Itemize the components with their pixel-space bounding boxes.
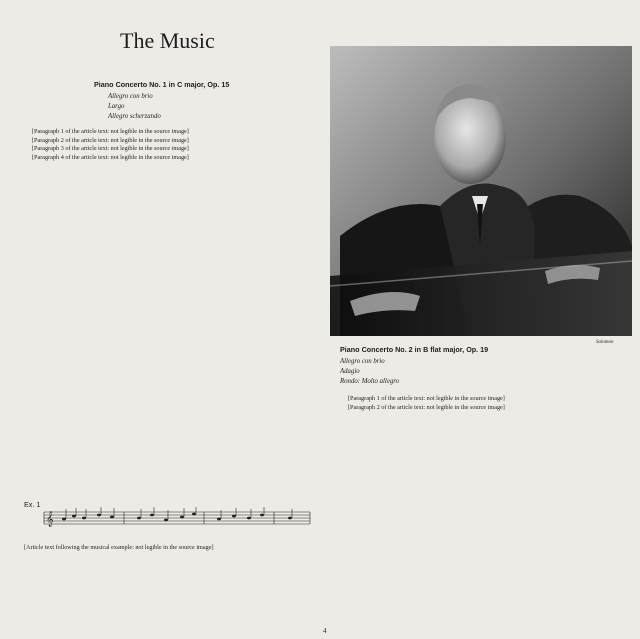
right-column (340, 345, 618, 411)
music-example-staff (24, 506, 320, 534)
movement-item: Allegro con brio (108, 93, 153, 100)
movement-item: Allegro scherzando (108, 113, 161, 120)
example-label: Ex. 1 (24, 500, 41, 509)
left-column (24, 80, 320, 161)
svg-text:𝄞: 𝄞 (46, 512, 54, 527)
movement-item: Allegro con brio (340, 358, 385, 365)
paragraph: [Paragraph 2 of the article text: not legible in the source image] (32, 136, 189, 144)
page-number: 4 (323, 627, 327, 635)
movement-item: Largo (108, 103, 125, 110)
movement-item: Rondo: Molto allegro (340, 378, 400, 385)
pianist-photo (330, 46, 632, 336)
paragraph: [Paragraph 2 of the article text: not legible in the source image] (348, 403, 505, 411)
concerto-1-movements (94, 92, 320, 122)
concerto-1-heading: Piano Concerto No. 1 in C major, Op. 15 (94, 80, 230, 89)
paragraph: [Paragraph 1 of the article text: not legible in the source image] (348, 395, 505, 402)
paragraph: [Paragraph 1 of the article text: not legible in the source image] (32, 128, 189, 135)
photo-credit: Solomon (596, 340, 614, 345)
page-title: The Music (120, 28, 215, 53)
after-example-text (24, 544, 320, 552)
paragraph: [Paragraph 4 of the article text: not legible in the source image] (32, 153, 189, 161)
movement-item: Adagio (340, 368, 360, 375)
paragraph: [Paragraph 3 of the article text: not legible in the source image] (32, 145, 189, 153)
concerto-2-movements (340, 357, 618, 387)
paragraph: [Article text following the musical example: not legible in the source image] (24, 544, 214, 551)
concerto-2-heading: Piano Concerto No. 2 in B flat major, Op. 19 (340, 345, 489, 354)
